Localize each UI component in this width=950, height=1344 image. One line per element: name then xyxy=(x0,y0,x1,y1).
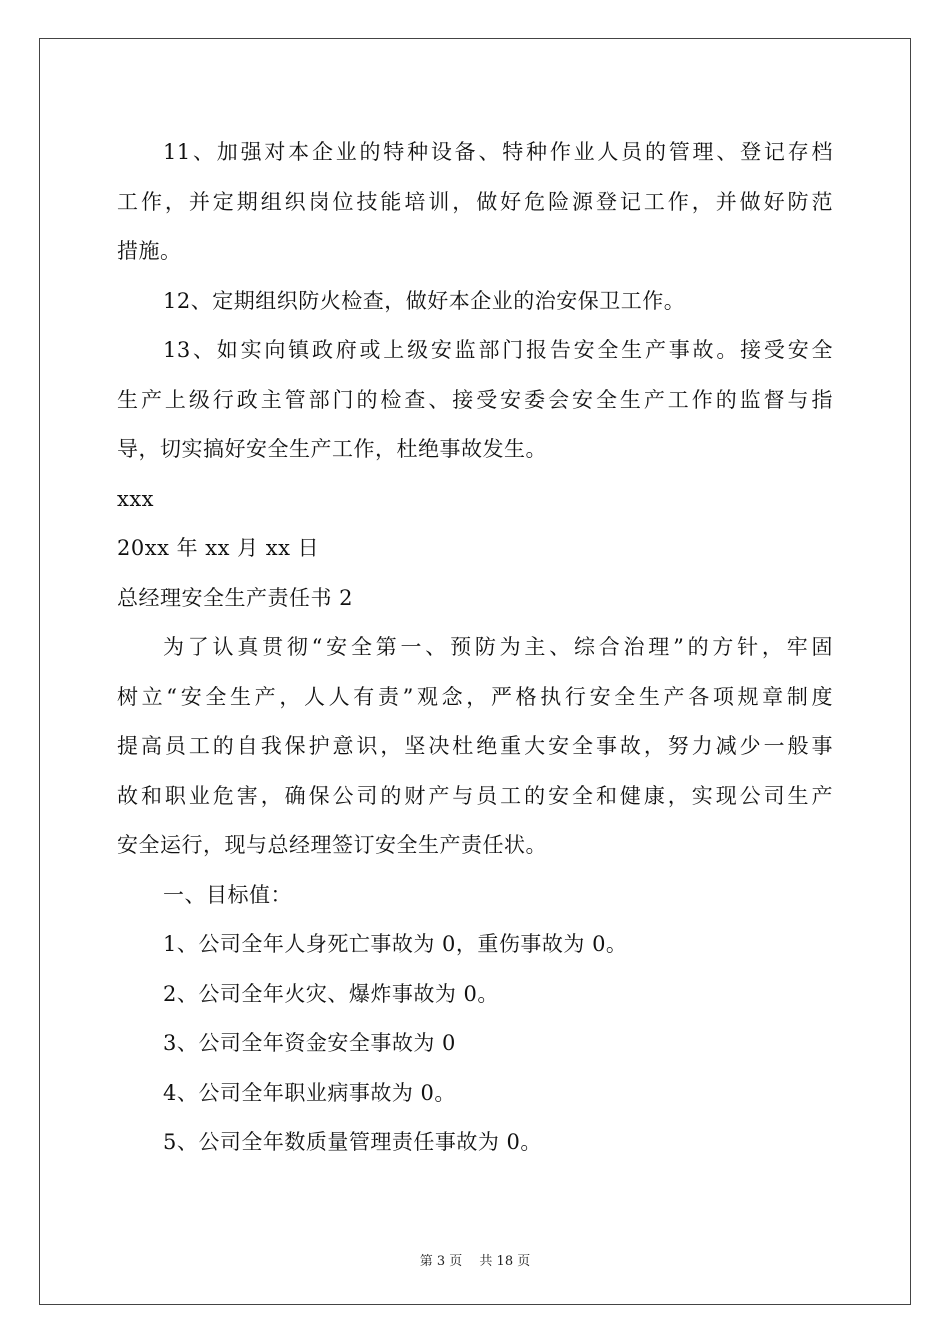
list-item: 5、公司全年数质量管理责任事故为 0。 xyxy=(163,1130,542,1154)
paragraph-line: 故和职业危害，确保公司的财产与员工的安全和健康，实现公司生产 xyxy=(117,783,833,808)
paragraph-line: 工作，并定期组织岗位技能培训，做好危险源登记工作，并做好防范 xyxy=(117,189,833,214)
paragraph-line: 安全运行，现与总经理签订安全生产责任状。 xyxy=(117,833,547,857)
list-item: 3、公司全年资金安全事故为 0 xyxy=(163,1031,456,1055)
signature-date: 20xx 年 xx 月 xx 日 xyxy=(117,536,320,560)
paragraph-line: 为了认真贯彻“安全第一、预防为主、综合治理”的方针，牢固 xyxy=(163,635,833,659)
paragraph-line: 导，切实搞好安全生产工作，杜绝事故发生。 xyxy=(117,437,547,461)
paragraph-line: 11、加强对本企业的特种设备、特种作业人员的管理、登记存档 xyxy=(163,140,833,164)
list-item: 2、公司全年火灾、爆炸事故为 0。 xyxy=(163,981,499,1006)
signature-name: xxx xyxy=(117,486,155,511)
paragraph-line: 措施。 xyxy=(117,239,182,263)
page-number: 第 3 页 共 18 页 xyxy=(419,1254,531,1269)
list-item: 4、公司全年职业病事故为 0。 xyxy=(163,1080,456,1105)
list-item: 1、公司全年人身死亡事故为 0，重伤事故为 0。 xyxy=(163,932,628,956)
document-body xyxy=(117,128,833,1168)
paragraph-line: 12、定期组织防火检查，做好本企业的治安保卫工作。 xyxy=(163,288,686,313)
paragraph-line: 提高员工的自我保护意识，坚决杜绝重大安全事故，努力减少一般事 xyxy=(117,734,833,758)
paragraph-line: 树立“安全生产，人人有责”观念，严格执行安全生产各项规章制度 xyxy=(117,684,833,709)
section-title: 总经理安全生产责任书 2 xyxy=(117,585,354,610)
subsection-heading: 一、目标值： xyxy=(163,882,292,907)
paragraph-line: 13、如实向镇政府或上级安监部门报告安全生产事故。接受安全 xyxy=(163,338,833,362)
paragraph-line: 生产上级行政主管部门的检查、接受安委会安全生产工作的监督与指 xyxy=(117,387,833,412)
